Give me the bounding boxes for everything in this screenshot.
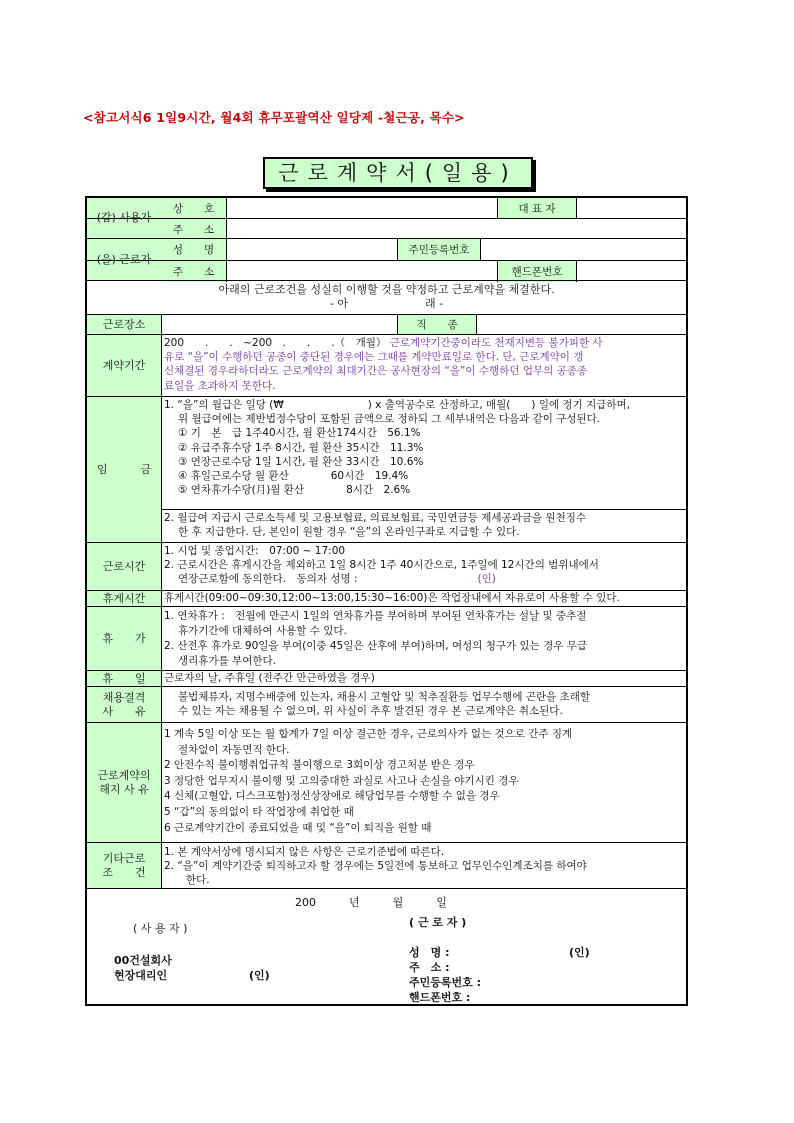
intro-line: 아래의 근로조건을 성실히 이행할 것을 약정하고 근로계약을 체결한다. (218, 283, 555, 296)
other-conditions-section (87, 842, 686, 888)
termination-item: 2 안전수칙 불이행취업규칙 불이행으로 3회이상 경고처분 받은 경우 (164, 759, 475, 772)
worker-name-field[interactable] (227, 239, 397, 260)
employer-name-field[interactable] (227, 198, 497, 218)
holiday-text: 근로자의 날, 주휴일 (전주간 만근하였을 경우) (164, 672, 375, 684)
worker-rrn-field[interactable] (481, 239, 686, 260)
wage-item: ① 기 본 급 1주40시간, 월 환산174시간 56.1% (178, 427, 421, 440)
employer-signature-label: ( 사 용 자 ) (133, 922, 188, 935)
reference-form-title: <참고서식6 1일9시간, 월4회 휴무포괄역산 일당제 -철근공, 목수> (83, 110, 465, 125)
period-note-line: 신체결된 경우라하더라도 근로계약의 최대기간은 공사현장의 “을”이 수행하던 업무의 공종종 (164, 365, 588, 378)
leave-label: 휴 가 (87, 607, 162, 670)
employer-name-label: 상 호 (161, 198, 227, 218)
employer-seal: (인) (249, 969, 270, 982)
disqualification-label: 사 유 (102, 704, 146, 718)
leave-line: 1. 연차휴가 : 전월에 만근시 1일의 연차휴가를 부여하며 부여된 연차휴가는 설날 및 중추절 (164, 610, 587, 622)
signature-section (87, 888, 686, 1004)
wage-item: ⑤ 연차휴가수당(月)월 환산 8시간 2.6% (178, 484, 411, 497)
hours-section (87, 542, 686, 590)
wage-line: 위 월급여에는 제반법정수당이 포함된 금액으로 정하되 그 세부내역은 다음과 같이 구성된다. (178, 413, 601, 426)
worker-name-label: 성 명 (161, 239, 227, 260)
wage-line: 한 후 지급한다. 단, 본인이 원할 경우 “을”의 온라인구좌로 지급할 수 있다. (178, 526, 520, 539)
wage-line: 2. 월급여 지급시 근로소득세 및 고용보험료, 의료보험료, 국민연금등 제세공과금을 원천징수 (164, 512, 587, 524)
worker-signature-label: ( 근 로 자 ) (409, 916, 467, 929)
leave-line: 휴가기간에 대체하여 사용할 수 있다. (178, 625, 347, 637)
workplace-label: 근로장소 (87, 315, 162, 334)
termination-item: 절차없이 자동면직 한다. (178, 743, 290, 756)
termination-section (87, 722, 686, 842)
employer-label: (갑) 사용자 (87, 198, 162, 238)
other-line: 1. 본 계약서상에 명시되지 않은 사항은 근로기준법에 따른다. (164, 846, 445, 858)
other-line: 2. “을”이 계약기간중 퇴직하고자 할 경우에는 5일전에 통보하고 업무인수인계조치를 하여야 (164, 860, 587, 873)
worker-rrn-label: 주민등록번호 (397, 239, 481, 260)
signature-date: 200 년 월 일 (295, 896, 447, 909)
termination-item: 5 “갑”의 동의없이 타 작업장에 취업한 때 (164, 805, 354, 818)
termination-item: 3 정당한 업무지시 불이행 및 고의중대한 과실로 사고나 손실을 야기시킨 경우 (164, 774, 519, 787)
termination-item: 6 근로계약기간이 종료되었을 때 및 “을”이 퇴직을 원할 때 (164, 821, 432, 834)
disqualification-label: 채용결격 (102, 690, 146, 704)
company-name: 00건설회사 (114, 954, 172, 967)
wage-section (87, 396, 686, 542)
wage-item: ② 유급주휴수당 1주 8시간, 월 환산 35시간 11.3% (178, 441, 424, 454)
period-dates: 200 . . ~200 . . .（ 개월） (164, 337, 387, 349)
workplace-field[interactable] (161, 315, 397, 334)
wage-line: 1. “을”의 월급은 일당 (₩ ) x 출역공수로 산정하고, 매월( ) 일에 정기 지급하며, (164, 399, 630, 411)
employer-section (87, 198, 686, 238)
intro-section (87, 280, 686, 314)
duty-field[interactable] (477, 315, 686, 334)
termination-label: 근로계약의 (97, 768, 151, 782)
worker-seal: (인) (569, 946, 590, 959)
disqualification-line: 수 있는 자는 채용될 수 없으며, 위 사실이 추후 발견된 경우 본 근로계약은 취소된다. (178, 705, 563, 718)
workplace-section (87, 314, 686, 334)
termination-label: 해지 사 유 (99, 782, 149, 796)
period-section (87, 334, 686, 396)
period-note: 근로계약기간중이라도 천재지변등 불가피한 사 (389, 337, 603, 349)
leave-line: 생리휴가를 부여한다. (178, 655, 276, 667)
period-note-line: 료일을 초과하지 못한다. (164, 379, 276, 392)
wage-label: 임 금 (87, 397, 162, 542)
employer-address-label: 주 소 (161, 219, 227, 239)
break-section (87, 590, 686, 606)
termination-item: 1 계속 5일 이상 또는 월 합계가 7일 이상 결근한 경우, 근로의사가 없는 것으로 간주 징계 (164, 728, 573, 740)
worker-phone-field[interactable] (577, 261, 686, 282)
disqualification-section (87, 686, 686, 722)
contract-table (85, 196, 688, 1006)
other-conditions-label: 조 건 (102, 865, 146, 879)
worker-rrn-line: 주민등록번호 : (409, 976, 481, 989)
termination-item: 4 신체(고혈압, 디스크포함)정신상장애로 해당업무를 수행할 수 없을 경우 (164, 790, 500, 803)
break-text: 휴게시간(09:00~09:30,12:00~13:00,15:30~16:00)은 작업장내에서 자유로이 사용할 수 있다. (164, 592, 620, 604)
worker-address-label: 주 소 (161, 261, 227, 282)
wage-item: ③ 연장근로수당 1일 1시간, 월 환산 33시간 10.6% (178, 455, 424, 468)
hours-label: 근로시간 (87, 543, 162, 590)
employer-rep-field[interactable] (577, 198, 686, 218)
document-title: 근로계약서(일용) (263, 157, 533, 189)
intro-divider-text: - 아 래 - (329, 297, 444, 310)
worker-phone-line: 핸드폰번호 : (409, 991, 471, 1004)
other-conditions-label: 기타근로 (102, 851, 146, 865)
disqualification-line: 불법체류자, 지명수배중에 있는자, 채용시 고혈압 및 척추질환등 업무수행에 곤란을 초래할 (178, 691, 591, 703)
break-label: 휴게시간 (87, 591, 162, 606)
other-line: 한다. (186, 874, 210, 887)
employer-rep-label: 대 표 자 (497, 198, 577, 218)
holiday-section (87, 670, 686, 686)
worker-address-line: 주 소 : (409, 961, 450, 974)
hours-consent: 연장근로함에 동의한다. 동의자 성명 : (178, 573, 358, 586)
hours-seal: (인) (477, 573, 496, 586)
leave-line: 2. 산전후 휴가로 90일을 부여(이중 45일은 산후에 부여)하며, 여성의 청구가 있는 경우 무급 (164, 640, 588, 652)
hours-line: 2. 근로시간은 휴게시간을 제외하고 1일 8시간 1주 40시간으로, 1주일에 12시간의 범위내에서 (164, 559, 599, 572)
wage-item: ④ 휴일근로수당 월 환산 60시간 19.4% (178, 470, 409, 483)
holiday-label: 휴 일 (87, 671, 162, 686)
worker-address-field[interactable] (227, 261, 497, 282)
leave-section (87, 606, 686, 670)
employer-address-field[interactable] (227, 219, 686, 239)
period-note-line: 유로 “을”이 수행하던 공종이 중단된 경우에는 그때를 계약만료일로 한다. 단, 근로계약이 갱 (164, 351, 584, 364)
worker-label: (을) 근로자 (87, 239, 162, 280)
worker-section (87, 238, 686, 280)
hours-line: 1. 시업 및 종업시간: 07:00 ~ 17:00 (164, 545, 346, 557)
site-agent: 현장대리인 (114, 969, 168, 982)
worker-name-line: 성 명 : (409, 946, 450, 959)
worker-phone-label: 핸드폰번호 (497, 261, 577, 282)
duty-label: 직 종 (397, 315, 477, 334)
period-label: 계약기간 (87, 335, 162, 396)
